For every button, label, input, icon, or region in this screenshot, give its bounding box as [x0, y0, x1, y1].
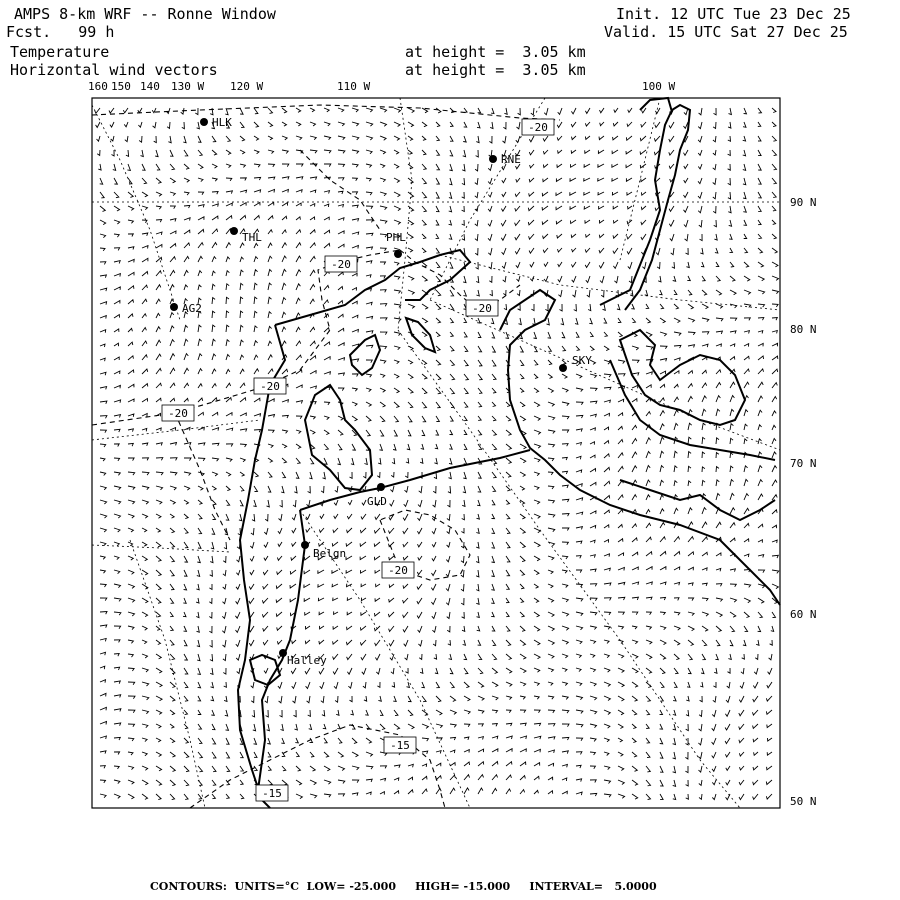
svg-text:SKY: SKY [572, 354, 592, 367]
svg-text:HLK: HLK [212, 116, 232, 129]
coastlines [238, 98, 780, 808]
station-ag2 [170, 302, 202, 315]
svg-text:-20: -20 [260, 380, 280, 393]
svg-text:-20: -20 [168, 407, 188, 420]
map-title: AMPS 8-km WRF -- Ronne Window [14, 5, 276, 23]
svg-text:THL: THL [242, 231, 262, 244]
svg-text:-15: -15 [262, 787, 282, 800]
lat-label: 90 N [790, 196, 817, 209]
svg-text:Belgn: Belgn [313, 547, 347, 560]
station-gld [367, 483, 387, 508]
lon-label: 100 W [642, 80, 676, 93]
station-halley [279, 649, 327, 667]
lon-label: 160 [88, 80, 108, 93]
svg-text:PHL: PHL [386, 231, 406, 244]
lat-label: 60 N [790, 608, 817, 621]
svg-text:Halley: Halley [287, 654, 327, 667]
contour-label [384, 737, 416, 753]
lat-label: 80 N [790, 323, 817, 336]
lon-label: 120 W [230, 80, 264, 93]
svg-text:RNE: RNE [501, 153, 521, 166]
init-time: Init. 12 UTC Tue 23 Dec 25 [616, 5, 851, 23]
contour-label [382, 562, 414, 578]
lon-label: 110 W [337, 80, 371, 93]
svg-text:-15: -15 [390, 739, 410, 752]
station-sky [559, 354, 592, 372]
lat-label: 70 N [790, 457, 817, 470]
wind-vector-field [95, 108, 779, 800]
svg-text:GLD: GLD [367, 495, 387, 508]
contour-label [522, 119, 554, 135]
longitude-labels [88, 80, 675, 93]
wind-barbs [95, 108, 779, 800]
lon-label: 140 [140, 80, 160, 93]
valid-time: Valid. 15 UTC Sat 27 Dec 25 [604, 23, 848, 41]
field-label-temperature: Temperature [10, 43, 110, 61]
lon-label: 130 W [171, 80, 205, 93]
height-label-2: at height = 3.05 km [405, 61, 586, 79]
lon-label: 150 [111, 80, 131, 93]
stations [170, 116, 592, 667]
svg-text:AG2: AG2 [182, 302, 202, 315]
contour-label [325, 256, 357, 272]
contour-label [466, 300, 498, 316]
station-phl [386, 231, 406, 258]
field-label-wind: Horizontal wind vectors [10, 61, 218, 79]
svg-text:-20: -20 [388, 564, 408, 577]
station-rne [489, 153, 521, 166]
height-label-1: at height = 3.05 km [405, 43, 586, 61]
svg-text:-20: -20 [472, 302, 492, 315]
contour-legend: CONTOURS: UNITS=°C LOW= -25.000 HIGH= -15.000 INTERVAL= 5.0000 [150, 880, 657, 893]
lat-label: 50 N [790, 795, 817, 808]
forecast-hour: Fcst. 99 h [6, 23, 115, 41]
svg-text:-20: -20 [528, 121, 548, 134]
contour-label [254, 378, 286, 394]
contour-label [256, 785, 288, 801]
station-hlk [200, 116, 232, 129]
latitude-labels [790, 196, 817, 808]
svg-text:-20: -20 [331, 258, 351, 271]
contour-label [162, 405, 194, 421]
